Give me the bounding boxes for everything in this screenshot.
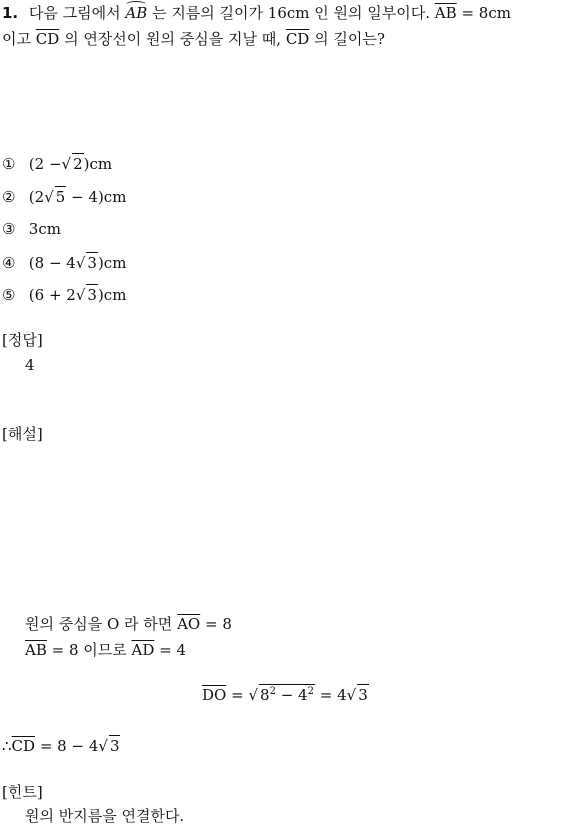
option-4-pre: (8 − 4	[28, 254, 76, 272]
option-3[interactable]	[2, 219, 61, 239]
conclusion-value: = 8 − 4	[39, 737, 99, 755]
segment-do: $\overline{DO}$	[202, 686, 227, 704]
radicand-exp-2: 2	[307, 686, 314, 697]
solution-step-1-value: = 8	[205, 615, 232, 633]
arc-ab-label: AB	[125, 4, 148, 22]
question-line-1	[2, 3, 511, 23]
option-5-post: )cm	[97, 286, 127, 304]
sqrt-symbol: √	[61, 155, 72, 173]
hint-text: 원의 반지름을 연결한다.	[25, 807, 185, 825]
option-5-radicand: 3	[87, 286, 97, 304]
segment-ao: $\overline{AO}$	[177, 615, 201, 633]
solution-equation	[202, 684, 369, 705]
solution-step-2-value: = 4	[159, 641, 187, 659]
question-line-2	[2, 29, 385, 49]
option-1-pre: (2 −	[28, 155, 62, 173]
option-1-post: )cm	[83, 155, 113, 173]
option-3-mark: ③	[2, 220, 16, 238]
option-2-mark: ②	[2, 188, 16, 206]
segment-ab: $\overline{AB}$	[434, 4, 457, 22]
radicand-exp-1: 2	[269, 686, 276, 697]
segment-ab-solution: $\overline{AB}$	[25, 641, 47, 659]
sqrt-symbol: √	[346, 686, 357, 704]
option-4-post: )cm	[97, 254, 127, 272]
option-5[interactable]	[2, 284, 126, 305]
segment-ad: $\overline{AD}$	[131, 641, 155, 659]
option-1[interactable]	[2, 153, 112, 174]
segment-cd: $\overline{CD}$	[35, 30, 60, 48]
option-4-mark: ④	[2, 254, 16, 272]
option-2-post: − 4)cm	[71, 188, 127, 206]
sqrt-symbol: √	[75, 254, 86, 272]
equation-result: = 4	[319, 686, 347, 704]
option-2[interactable]	[2, 186, 126, 207]
equation-result-radicand: 3	[358, 686, 368, 704]
sqrt-symbol: √	[75, 286, 86, 304]
solution-step-2-text: = 8 이므로	[51, 641, 127, 659]
option-1-radicand: 2	[73, 155, 83, 173]
solution-label: [해설]	[2, 425, 43, 443]
solution-step-1	[25, 614, 232, 634]
sqrt-symbol: √	[98, 737, 108, 755]
conclusion-radicand: 3	[109, 737, 120, 755]
segment-ab-value: = 8cm	[461, 4, 511, 22]
answer-label: [정답]	[2, 331, 43, 349]
option-2-radicand: 5	[55, 188, 66, 206]
solution-step-2	[25, 640, 186, 660]
sqrt-symbol: √	[44, 188, 54, 206]
answer-value: 4	[25, 356, 35, 374]
option-4[interactable]	[2, 252, 126, 273]
segment-cd-conclusion: $\overline{CD}$	[11, 737, 36, 755]
hint-label: [힌트]	[2, 783, 43, 801]
question-text-c: 이고	[2, 30, 31, 48]
question-text-e: 의 길이는?	[314, 30, 385, 48]
equation-equals: =	[231, 686, 244, 704]
radicand-base-1: 8	[260, 686, 270, 704]
option-1-mark: ①	[2, 155, 16, 173]
solution-step-1-text: 원의 중심을 O 라 하면	[25, 615, 173, 633]
option-4-radicand: 3	[87, 254, 97, 272]
sqrt-symbol: √	[248, 686, 259, 704]
solution-conclusion	[2, 735, 120, 756]
question-text-a: 다음 그림에서	[28, 4, 121, 22]
question-number: 1.	[2, 4, 19, 22]
option-2-pre: (2	[28, 188, 45, 206]
question-text-b: 는 지름의 길이가 16cm 인 원의 일부이다.	[152, 4, 431, 22]
equation-radicand	[259, 684, 315, 705]
option-5-pre: (6 + 2	[28, 286, 76, 304]
option-3-pre: 3cm	[28, 220, 61, 238]
radicand-minus: − 4	[275, 686, 308, 704]
option-5-mark: ⑤	[2, 286, 16, 304]
therefore-symbol: ∴	[2, 737, 12, 755]
segment-cd-2: $\overline{CD}$	[285, 30, 310, 48]
question-text-d: 의 연장선이 원의 중심을 지날 때,	[64, 30, 282, 48]
